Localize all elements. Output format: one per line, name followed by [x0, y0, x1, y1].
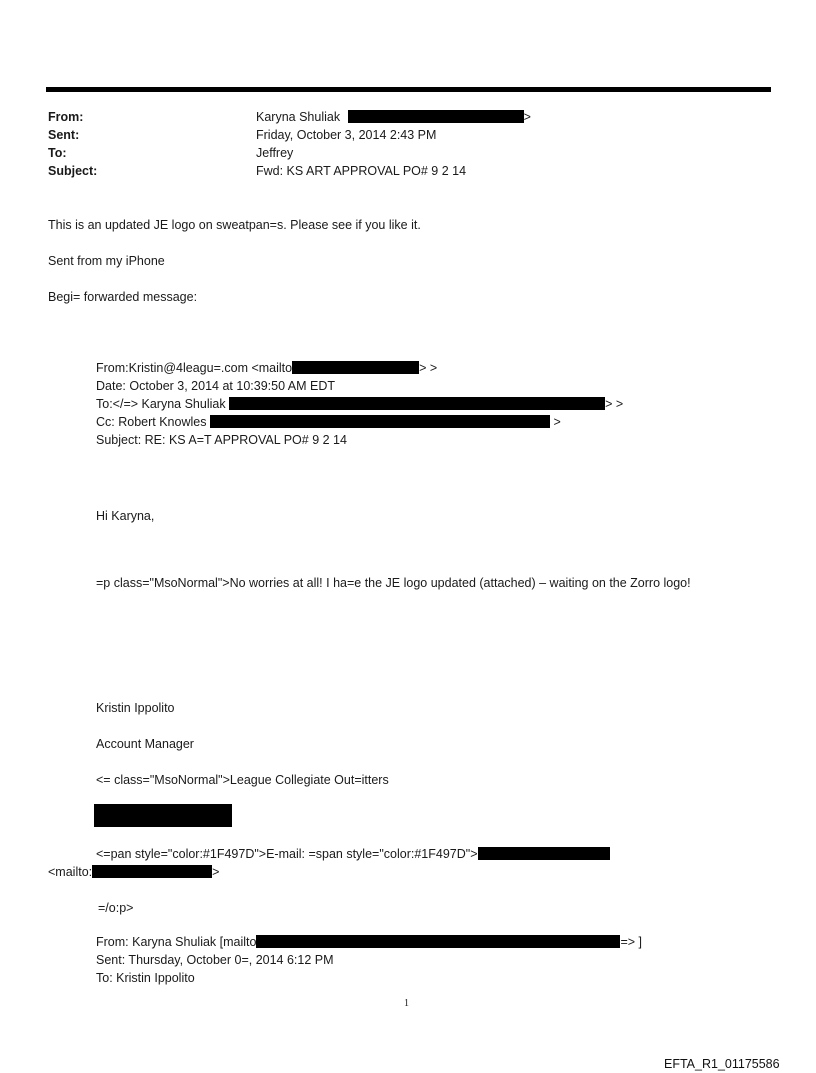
earlier-from-text: From: Karyna Shuliak [mailto — [96, 935, 257, 949]
redaction-bar — [229, 397, 605, 410]
body-line-1: This is an updated JE logo on sweatpan=s. Please see if you like it. — [48, 218, 421, 232]
earlier-to: To: Kristin Ippolito — [96, 971, 195, 985]
fwd-from-text: From:Kristin@4leagu=.com <mailto — [96, 361, 293, 375]
fwd-to-text: To:</=> Karyna Shuliak — [96, 397, 226, 411]
redaction-bar — [292, 361, 419, 374]
signature-email-text: <=pan style="color:#1F497D">E-mail: =span style="color:#1F497D"> — [96, 847, 478, 861]
signature-mailto — [48, 864, 219, 880]
signature-name: Kristin Ippolito — [96, 701, 175, 715]
redaction-bar — [92, 865, 212, 878]
to-label: To: — [48, 146, 67, 160]
message-body: =p class="MsoNormal">No worries at all! I ha=e the JE logo updated (attached) – waiting on the Zorro logo! — [96, 576, 691, 590]
signature-mailto-suffix: > — [212, 865, 220, 879]
redaction-bar — [348, 110, 524, 123]
earlier-sent: Sent: Thursday, October 0=, 2014 6:12 PM — [96, 953, 334, 967]
earlier-from — [96, 934, 642, 950]
message-greeting: Hi Karyna, — [96, 509, 155, 523]
fwd-cc — [96, 414, 561, 430]
fwd-subject: Subject: RE: KS A=T APPROVAL PO# 9 2 14 — [96, 433, 347, 447]
signature-email — [96, 846, 610, 862]
from-suffix: > — [523, 110, 531, 124]
signature-title: Account Manager — [96, 737, 194, 751]
sent-value: Friday, October 3, 2014 2:43 PM — [256, 128, 437, 142]
fwd-to — [96, 396, 623, 412]
from-label: From: — [48, 110, 84, 124]
subject-label: Subject: — [48, 164, 98, 178]
fwd-from-suffix: > > — [419, 361, 438, 375]
sent-label: Sent: — [48, 128, 80, 142]
from-value — [256, 109, 531, 125]
fwd-from — [96, 360, 437, 376]
top-rule — [46, 87, 771, 92]
fwd-cc-suffix: > — [553, 415, 561, 429]
signature-mailto-text: <mailto: — [48, 865, 93, 879]
to-value: Jeffrey — [256, 146, 294, 160]
bates-number: EFTA_R1_01175586 — [664, 1057, 780, 1071]
fwd-cc-text: Cc: Robert Knowles — [96, 415, 207, 429]
subject-value: Fwd: KS ART APPROVAL PO# 9 2 14 — [256, 164, 467, 178]
body-line-2: Sent from my iPhone — [48, 254, 165, 268]
from-name: Karyna Shuliak — [256, 110, 341, 124]
redaction-bar — [256, 935, 620, 948]
redaction-block — [94, 804, 232, 827]
signature-close-tag: =/o:p> — [98, 901, 134, 915]
redaction-bar — [210, 415, 550, 428]
fwd-date: Date: October 3, 2014 at 10:39:50 AM EDT — [96, 379, 336, 393]
earlier-from-suffix: => ] — [620, 935, 643, 949]
fwd-to-suffix: > > — [605, 397, 624, 411]
redaction-bar — [478, 847, 610, 860]
signature-company: <= class="MsoNormal">League Collegiate Out=itters — [96, 773, 389, 787]
body-line-3: Begi= forwarded message: — [48, 290, 198, 304]
page-number: 1 — [404, 998, 409, 1009]
